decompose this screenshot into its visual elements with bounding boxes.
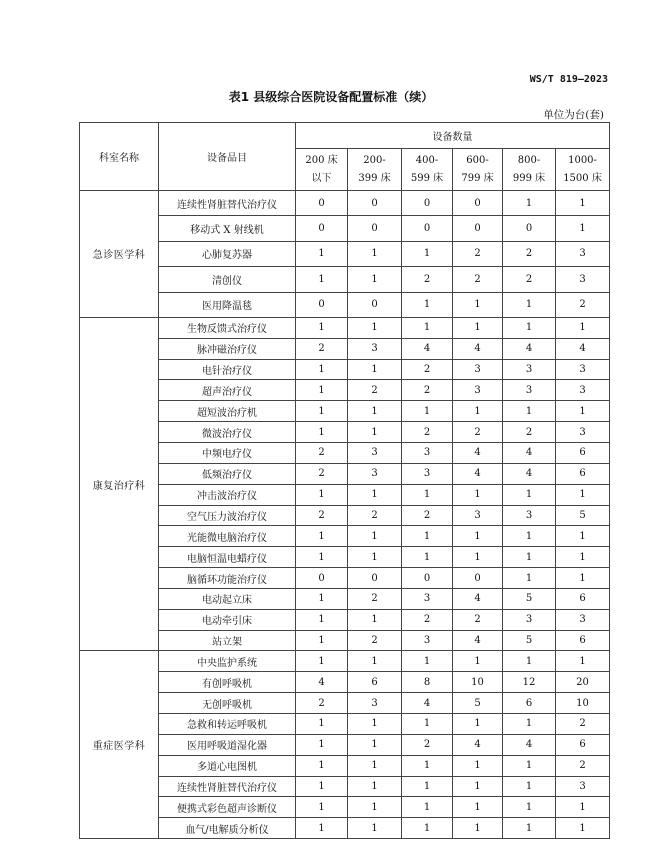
quantity-cell: 0 [453, 191, 503, 216]
quantity-cell: 1 [296, 797, 348, 818]
quantity-cell: 1 [503, 401, 556, 422]
quantity-cell: 1 [348, 755, 402, 776]
quantity-cell: 1 [503, 526, 556, 547]
quantity-cell: 2 [453, 241, 503, 266]
quantity-cell: 1 [402, 484, 453, 505]
quantity-cell: 3 [402, 630, 453, 651]
quantity-cell: 1 [556, 568, 610, 589]
quantity-cell: 20 [556, 672, 610, 693]
quantity-cell: 1 [348, 401, 402, 422]
quantity-cell: 1 [348, 484, 402, 505]
table-row [80, 693, 610, 714]
quantity-cell: 1 [296, 609, 348, 630]
quantity-cell: 1 [503, 317, 556, 338]
table-row [80, 776, 610, 797]
quantity-cell: 3 [402, 588, 453, 609]
quantity-cell: 1 [348, 547, 402, 568]
quantity-cell: 1 [296, 484, 348, 505]
table-row [80, 267, 610, 292]
quantity-cell: 0 [402, 216, 453, 241]
equipment-table [79, 122, 610, 839]
quantity-cell: 2 [556, 755, 610, 776]
quantity-cell: 2 [453, 609, 503, 630]
equipment-item: 心肺复苏器 [159, 241, 296, 266]
quantity-cell: 1 [348, 651, 402, 672]
quantity-cell: 1 [348, 776, 402, 797]
quantity-cell: 1 [348, 797, 402, 818]
equipment-item: 冲击波治疗仪 [159, 484, 296, 505]
quantity-cell: 1 [402, 776, 453, 797]
quantity-cell: 1 [348, 317, 402, 338]
table-row [80, 216, 610, 241]
quantity-cell: 1 [402, 317, 453, 338]
quantity-cell: 0 [503, 216, 556, 241]
quantity-cell: 2 [348, 380, 402, 401]
quantity-cell: 1 [453, 317, 503, 338]
quantity-cell: 2 [503, 422, 556, 443]
quantity-cell: 1 [453, 292, 503, 317]
equipment-item: 电脑恒温电蜡疗仪 [159, 547, 296, 568]
quantity-cell: 1 [453, 797, 503, 818]
table-row [80, 797, 610, 818]
quantity-cell: 1 [503, 568, 556, 589]
equipment-item: 微波治疗仪 [159, 422, 296, 443]
quantity-cell: 6 [348, 672, 402, 693]
table-row [80, 401, 610, 422]
quantity-cell: 1 [503, 651, 556, 672]
quantity-cell: 1 [556, 401, 610, 422]
quantity-cell: 3 [348, 338, 402, 359]
quantity-cell: 3 [503, 505, 556, 526]
quantity-cell: 1 [402, 797, 453, 818]
quantity-cell: 1 [348, 609, 402, 630]
equipment-item: 超声治疗仪 [159, 380, 296, 401]
quantity-cell: 3 [348, 693, 402, 714]
quantity-cell: 1 [503, 191, 556, 216]
equipment-item: 生物反馈式治疗仪 [159, 317, 296, 338]
equipment-item: 中频电疗仪 [159, 443, 296, 464]
quantity-cell: 3 [453, 359, 503, 380]
quantity-cell: 4 [503, 338, 556, 359]
quantity-cell: 1 [556, 547, 610, 568]
quantity-cell: 1 [296, 776, 348, 797]
quantity-cell: 1 [453, 526, 503, 547]
table-row [80, 568, 610, 589]
quantity-cell: 1 [453, 401, 503, 422]
quantity-cell: 0 [348, 216, 402, 241]
quantity-cell: 1 [556, 317, 610, 338]
quantity-cell: 2 [296, 463, 348, 484]
quantity-cell: 1 [556, 526, 610, 547]
table-body [80, 191, 610, 839]
header-col-5: 800- 999 床 [503, 149, 556, 191]
quantity-cell: 1 [296, 380, 348, 401]
quantity-cell: 3 [556, 267, 610, 292]
quantity-cell: 2 [296, 338, 348, 359]
quantity-cell: 6 [503, 693, 556, 714]
equipment-item: 连续性肾脏替代治疗仪 [159, 191, 296, 216]
dept-name: 急诊医学科 [80, 191, 159, 318]
table-row [80, 526, 610, 547]
dept-name: 康复治疗科 [80, 317, 159, 651]
quantity-cell: 2 [402, 609, 453, 630]
quantity-cell: 3 [503, 380, 556, 401]
dept-name: 重症医学科 [80, 651, 159, 839]
quantity-cell: 1 [556, 484, 610, 505]
quantity-cell: 3 [348, 463, 402, 484]
equipment-item: 空气压力波治疗仪 [159, 505, 296, 526]
quantity-cell: 1 [402, 755, 453, 776]
table-row [80, 317, 610, 338]
quantity-cell: 1 [296, 588, 348, 609]
quantity-cell: 5 [453, 693, 503, 714]
quantity-cell: 1 [402, 292, 453, 317]
quantity-cell: 0 [296, 216, 348, 241]
table-title: 表1 县级综合医院设备配置标准（续） [228, 90, 434, 104]
quantity-cell: 2 [348, 630, 402, 651]
quantity-cell: 3 [402, 463, 453, 484]
quantity-cell: 2 [556, 292, 610, 317]
quantity-cell: 2 [402, 267, 453, 292]
quantity-cell: 1 [296, 547, 348, 568]
quantity-cell: 1 [453, 651, 503, 672]
quantity-cell: 2 [348, 505, 402, 526]
quantity-cell: 1 [402, 241, 453, 266]
quantity-cell: 1 [556, 818, 610, 839]
quantity-cell: 1 [296, 713, 348, 734]
quantity-cell: 1 [402, 651, 453, 672]
equipment-item: 电动牵引床 [159, 609, 296, 630]
quantity-cell: 3 [556, 380, 610, 401]
quantity-cell: 1 [296, 241, 348, 266]
equipment-item: 急救和转运呼吸机 [159, 713, 296, 734]
table-row [80, 505, 610, 526]
quantity-cell: 4 [453, 588, 503, 609]
quantity-cell: 1 [556, 216, 610, 241]
quantity-cell: 1 [348, 526, 402, 547]
table-row [80, 463, 610, 484]
quantity-cell: 3 [402, 443, 453, 464]
quantity-cell: 12 [503, 672, 556, 693]
equipment-item: 脑循环功能治疗仪 [159, 568, 296, 589]
quantity-cell: 1 [348, 359, 402, 380]
quantity-cell: 6 [556, 588, 610, 609]
quantity-cell: 2 [348, 588, 402, 609]
equipment-item: 电动起立床 [159, 588, 296, 609]
quantity-cell: 1 [453, 547, 503, 568]
quantity-cell: 1 [402, 547, 453, 568]
quantity-cell: 1 [453, 755, 503, 776]
quantity-cell: 1 [503, 484, 556, 505]
quantity-cell: 0 [296, 191, 348, 216]
quantity-cell: 1 [348, 734, 402, 755]
table-row [80, 359, 610, 380]
equipment-item: 有创呼吸机 [159, 672, 296, 693]
quantity-cell: 0 [402, 191, 453, 216]
quantity-cell: 1 [296, 818, 348, 839]
equipment-item: 中央监护系统 [159, 651, 296, 672]
table-row [80, 484, 610, 505]
quantity-cell: 1 [503, 776, 556, 797]
quantity-cell: 3 [556, 609, 610, 630]
quantity-cell: 0 [348, 568, 402, 589]
quantity-cell: 2 [402, 359, 453, 380]
quantity-cell: 1 [453, 484, 503, 505]
quantity-cell: 1 [296, 422, 348, 443]
quantity-cell: 6 [556, 734, 610, 755]
quantity-cell: 0 [348, 292, 402, 317]
quantity-cell: 1 [402, 401, 453, 422]
quantity-cell: 3 [556, 776, 610, 797]
quantity-cell: 1 [503, 292, 556, 317]
table-row [80, 338, 610, 359]
quantity-cell: 1 [556, 191, 610, 216]
quantity-cell: 1 [348, 818, 402, 839]
header-quantity: 设备数量 [296, 123, 610, 149]
table-row [80, 651, 610, 672]
quantity-cell: 2 [503, 267, 556, 292]
quantity-cell: 1 [503, 797, 556, 818]
quantity-cell: 2 [453, 422, 503, 443]
equipment-item: 连续性肾脏替代治疗仪 [159, 776, 296, 797]
quantity-cell: 6 [556, 443, 610, 464]
quantity-cell: 0 [296, 568, 348, 589]
quantity-cell: 2 [503, 241, 556, 266]
quantity-cell: 3 [503, 359, 556, 380]
quantity-cell: 4 [453, 734, 503, 755]
quantity-cell: 10 [556, 693, 610, 714]
equipment-item: 电针治疗仪 [159, 359, 296, 380]
equipment-item: 医用呼吸道湿化器 [159, 734, 296, 755]
header-col-4: 600- 799 床 [453, 149, 503, 191]
quantity-cell: 8 [402, 672, 453, 693]
quantity-cell: 1 [296, 630, 348, 651]
table-row [80, 672, 610, 693]
table-row [80, 818, 610, 839]
header-col-1: 200 床 以下 [296, 149, 348, 191]
quantity-cell: 0 [348, 191, 402, 216]
quantity-cell: 1 [453, 713, 503, 734]
quantity-cell: 2 [402, 380, 453, 401]
quantity-cell: 0 [453, 216, 503, 241]
table-row [80, 588, 610, 609]
quantity-cell: 1 [296, 359, 348, 380]
quantity-cell: 4 [453, 463, 503, 484]
quantity-cell: 1 [348, 713, 402, 734]
quantity-cell: 4 [402, 693, 453, 714]
quantity-cell: 1 [503, 818, 556, 839]
quantity-cell: 3 [453, 380, 503, 401]
quantity-cell: 4 [402, 338, 453, 359]
equipment-item: 低频治疗仪 [159, 463, 296, 484]
quantity-cell: 4 [453, 338, 503, 359]
quantity-cell: 4 [503, 463, 556, 484]
quantity-cell: 3 [348, 443, 402, 464]
quantity-cell: 5 [556, 505, 610, 526]
quantity-cell: 5 [503, 588, 556, 609]
quantity-cell: 1 [348, 267, 402, 292]
table-row [80, 191, 610, 216]
quantity-cell: 1 [348, 422, 402, 443]
quantity-cell: 2 [402, 734, 453, 755]
table-row [80, 609, 610, 630]
quantity-cell: 2 [453, 267, 503, 292]
quantity-cell: 1 [296, 734, 348, 755]
header-col-6: 1000- 1500 床 [556, 149, 610, 191]
quantity-cell: 4 [556, 338, 610, 359]
quantity-cell: 4 [453, 443, 503, 464]
quantity-cell: 1 [453, 776, 503, 797]
document-code: WS/T 819—2023 [529, 74, 608, 85]
quantity-cell: 1 [402, 818, 453, 839]
quantity-cell: 4 [503, 443, 556, 464]
quantity-cell: 2 [296, 505, 348, 526]
quantity-cell: 1 [296, 401, 348, 422]
equipment-item: 脉冲磁治疗仪 [159, 338, 296, 359]
quantity-cell: 3 [503, 609, 556, 630]
quantity-cell: 6 [556, 463, 610, 484]
table-row [80, 241, 610, 266]
quantity-cell: 1 [402, 526, 453, 547]
quantity-cell: 0 [402, 568, 453, 589]
quantity-cell: 4 [453, 630, 503, 651]
quantity-cell: 1 [503, 547, 556, 568]
quantity-cell: 3 [556, 359, 610, 380]
equipment-item: 超短波治疗机 [159, 401, 296, 422]
quantity-cell: 1 [296, 651, 348, 672]
table-row [80, 734, 610, 755]
quantity-cell: 1 [556, 797, 610, 818]
quantity-cell: 1 [296, 317, 348, 338]
quantity-cell: 10 [453, 672, 503, 693]
equipment-item: 移动式 X 射线机 [159, 216, 296, 241]
quantity-cell: 1 [503, 755, 556, 776]
table-row [80, 713, 610, 734]
equipment-item: 光能微电脑治疗仪 [159, 526, 296, 547]
equipment-item: 血气/电解质分析仪 [159, 818, 296, 839]
quantity-cell: 0 [453, 568, 503, 589]
equipment-item: 站立架 [159, 630, 296, 651]
equipment-item: 无创呼吸机 [159, 693, 296, 714]
quantity-cell: 2 [296, 693, 348, 714]
equipment-item: 多道心电图机 [159, 755, 296, 776]
header-dept: 科室名称 [80, 123, 159, 191]
header-col-3: 400- 599 床 [402, 149, 453, 191]
equipment-item: 清创仪 [159, 267, 296, 292]
table-row [80, 630, 610, 651]
quantity-cell: 1 [453, 818, 503, 839]
quantity-cell: 1 [296, 526, 348, 547]
quantity-cell: 1 [503, 713, 556, 734]
table-row [80, 443, 610, 464]
table-row [80, 755, 610, 776]
table-row [80, 292, 610, 317]
quantity-cell: 2 [402, 505, 453, 526]
quantity-cell: 2 [296, 443, 348, 464]
quantity-cell: 4 [296, 672, 348, 693]
table-row [80, 547, 610, 568]
equipment-item: 医用降温毯 [159, 292, 296, 317]
unit-note: 单位为台(套) [543, 109, 604, 121]
quantity-cell: 3 [453, 505, 503, 526]
quantity-cell: 1 [348, 241, 402, 266]
table-row [80, 380, 610, 401]
table-row [80, 422, 610, 443]
quantity-cell: 2 [556, 713, 610, 734]
quantity-cell: 1 [402, 713, 453, 734]
quantity-cell: 2 [402, 422, 453, 443]
quantity-cell: 0 [296, 292, 348, 317]
quantity-cell: 1 [556, 651, 610, 672]
header-item: 设备品目 [159, 123, 296, 191]
quantity-cell: 1 [296, 755, 348, 776]
quantity-cell: 6 [556, 630, 610, 651]
quantity-cell: 3 [556, 422, 610, 443]
header-col-2: 200- 399 床 [348, 149, 402, 191]
quantity-cell: 5 [503, 630, 556, 651]
quantity-cell: 1 [296, 267, 348, 292]
quantity-cell: 3 [556, 241, 610, 266]
quantity-cell: 4 [503, 734, 556, 755]
equipment-item: 便携式彩色超声诊断仪 [159, 797, 296, 818]
